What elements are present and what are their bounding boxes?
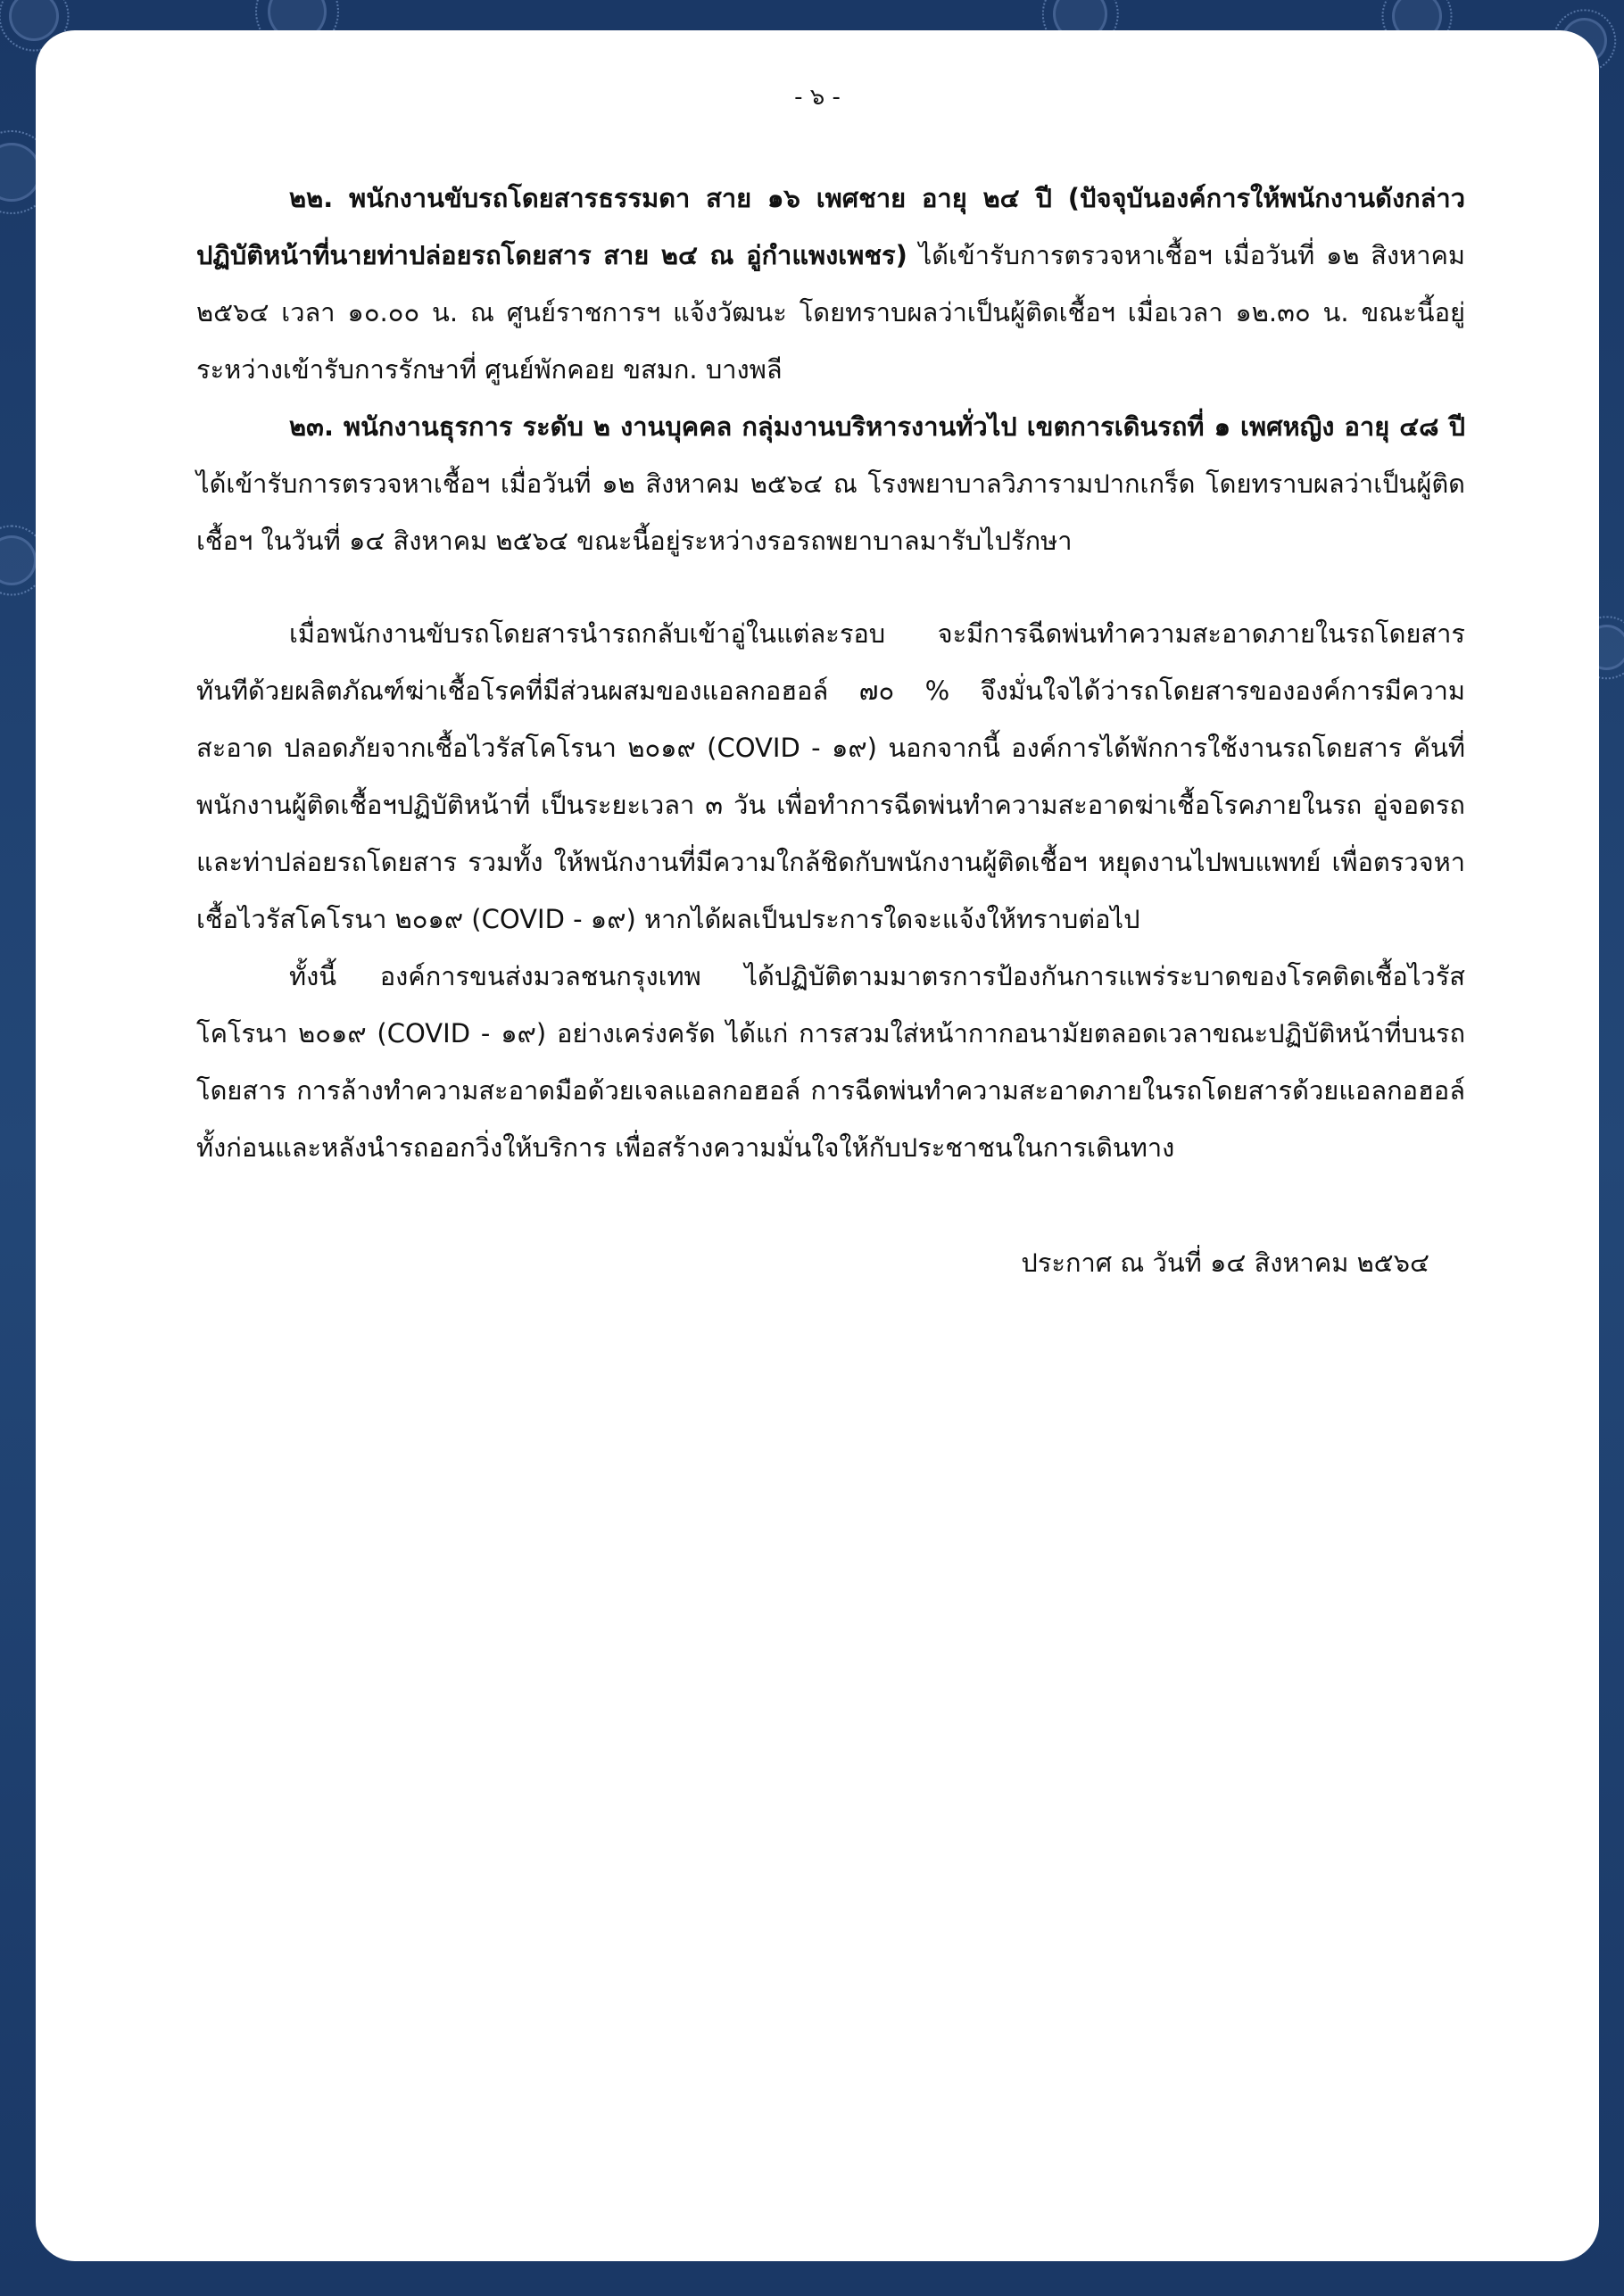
paragraph-cleaning-measures: เมื่อพนักงานขับรถโดยสารนำรถกลับเข้าอู่ในแต่ละรอบ จะมีการฉีดพ่นทำความสะอาดภายในรถโดยสารทันทีด้วยผลิตภัณฑ์ฆ่าเชื้อโรคที่มีส่วนผสมของแอลกอฮอล์ ๗๐ % จึงมั่นใจได้ว่ารถโดยสารขององค์การมีความสะอาด ปลอดภัยจากเชื้อไวรัสโคโรนา ๒๐๑๙ (COVID - ๑๙) นอกจากนี้ องค์การได้พักการใช้งานรถโดยสาร คันที่พนักงานผู้ติดเชื้อฯปฏิบัติหน้าที่ เป็นระยะเวลา ๓ วัน เพื่อทำการฉีดพ่นทำความสะอาดฆ่าเชื้อโรคภายในรถ อู่จอดรถ และท่าปล่อยรถโดยสาร รวมทั้ง ให้พนักงานที่มีความใกล้ชิดกับพนักงานผู้ติดเชื้อฯ หยุดงานไปพบแพทย์ เพื่อตรวจหาเชื้อไวรัสโคโรนา ๒๐๑๙ (COVID - ๑๙) หากได้ผลเป็นประการใดจะแจ้งให้ทราบต่อไป (196, 618, 1465, 934)
case-item-22-text: ได้เข้ารับการตรวจหาเชื้อฯ เมื่อวันที่ ๑๒ สิงหาคม ๒๕๖๔ เวลา ๑๐.๐๐ น. ณ ศูนย์ราชการฯ แจ้งวัฒนะ โดยทราบผลว่าเป็นผู้ติดเชื้อฯ เมื่อเวลา ๑๒.๓๐ น. ขณะนี้อยู่ระหว่างเข้ารับการรักษาที่ ศูนย์พักคอย ขสมก. บางพลี (196, 240, 1465, 385)
document-page (36, 30, 1599, 2261)
page-number: - ๖ - (794, 84, 841, 111)
case-item-23-text: ได้เข้ารับการตรวจหาเชื้อฯ เมื่อวันที่ ๑๒ สิงหาคม ๒๕๖๔ ณ โรงพยาบาลวิภารามปากเกร็ด โดยทราบผลว่าเป็นผู้ติดเชื้อฯ ในวันที่ ๑๔ สิงหาคม ๒๕๖๔ ขณะนี้อยู่ระหว่างรอรถพยาบาลมารับไปรักษา (196, 468, 1465, 556)
announcement-date: ประกาศ ณ วันที่ ๑๔ สิงหาคม ๒๕๖๔ (1021, 1247, 1429, 1278)
document-body (196, 137, 1465, 1176)
case-item-22 (196, 170, 1465, 398)
virus-decoration-icon (0, 535, 37, 585)
case-item-23-bold: ๒๓. พนักงานธุรการ ระดับ ๒ งานบุคคล กลุ่มงานบริหารงานทั่วไป เขตการเดินรถที่ ๑ เพศหญิง อายุ ๔๘ ปี (289, 411, 1465, 442)
paragraph-prevention-measures: ทั้งนี้ องค์การขนส่งมวลชนกรุงเทพ ได้ปฏิบัติตามมาตรการป้องกันการแพร่ระบาดของโรคติดเชื้อไวรัสโคโรนา ๒๐๑๙ (COVID - ๑๙) อย่างเคร่งครัด ได้แก่ การสวมใส่หน้ากากอนามัยตลอดเวลาขณะปฏิบัติหน้าที่บนรถโดยสาร การล้างทำความสะอาดมือด้วยเจลแอลกอฮอล์ การฉีดพ่นทำความสะอาดภายในรถโดยสารด้วยแอลกอฮอล์ ทั้งก่อนและหลังนำรถออกวิ่งให้บริการ เพื่อสร้างความมั่นใจให้กับประชาชนในการเดินทาง (196, 961, 1465, 1163)
case-item-22-bold: ๒๒. พนักงานขับรถโดยสารธรรมดา สาย ๑๖ เพศชาย อายุ ๒๔ ปี (ปัจจุบันองค์การให้พนักงานดังกล่าว ปฏิบัติหน้าที่นายท่าปล่อยรถโดยสาร สาย ๒๔ ณ อู่กำแพงเพชร) (196, 183, 1465, 270)
virus-decoration-icon (9, 0, 59, 41)
case-item-23 (196, 398, 1465, 569)
